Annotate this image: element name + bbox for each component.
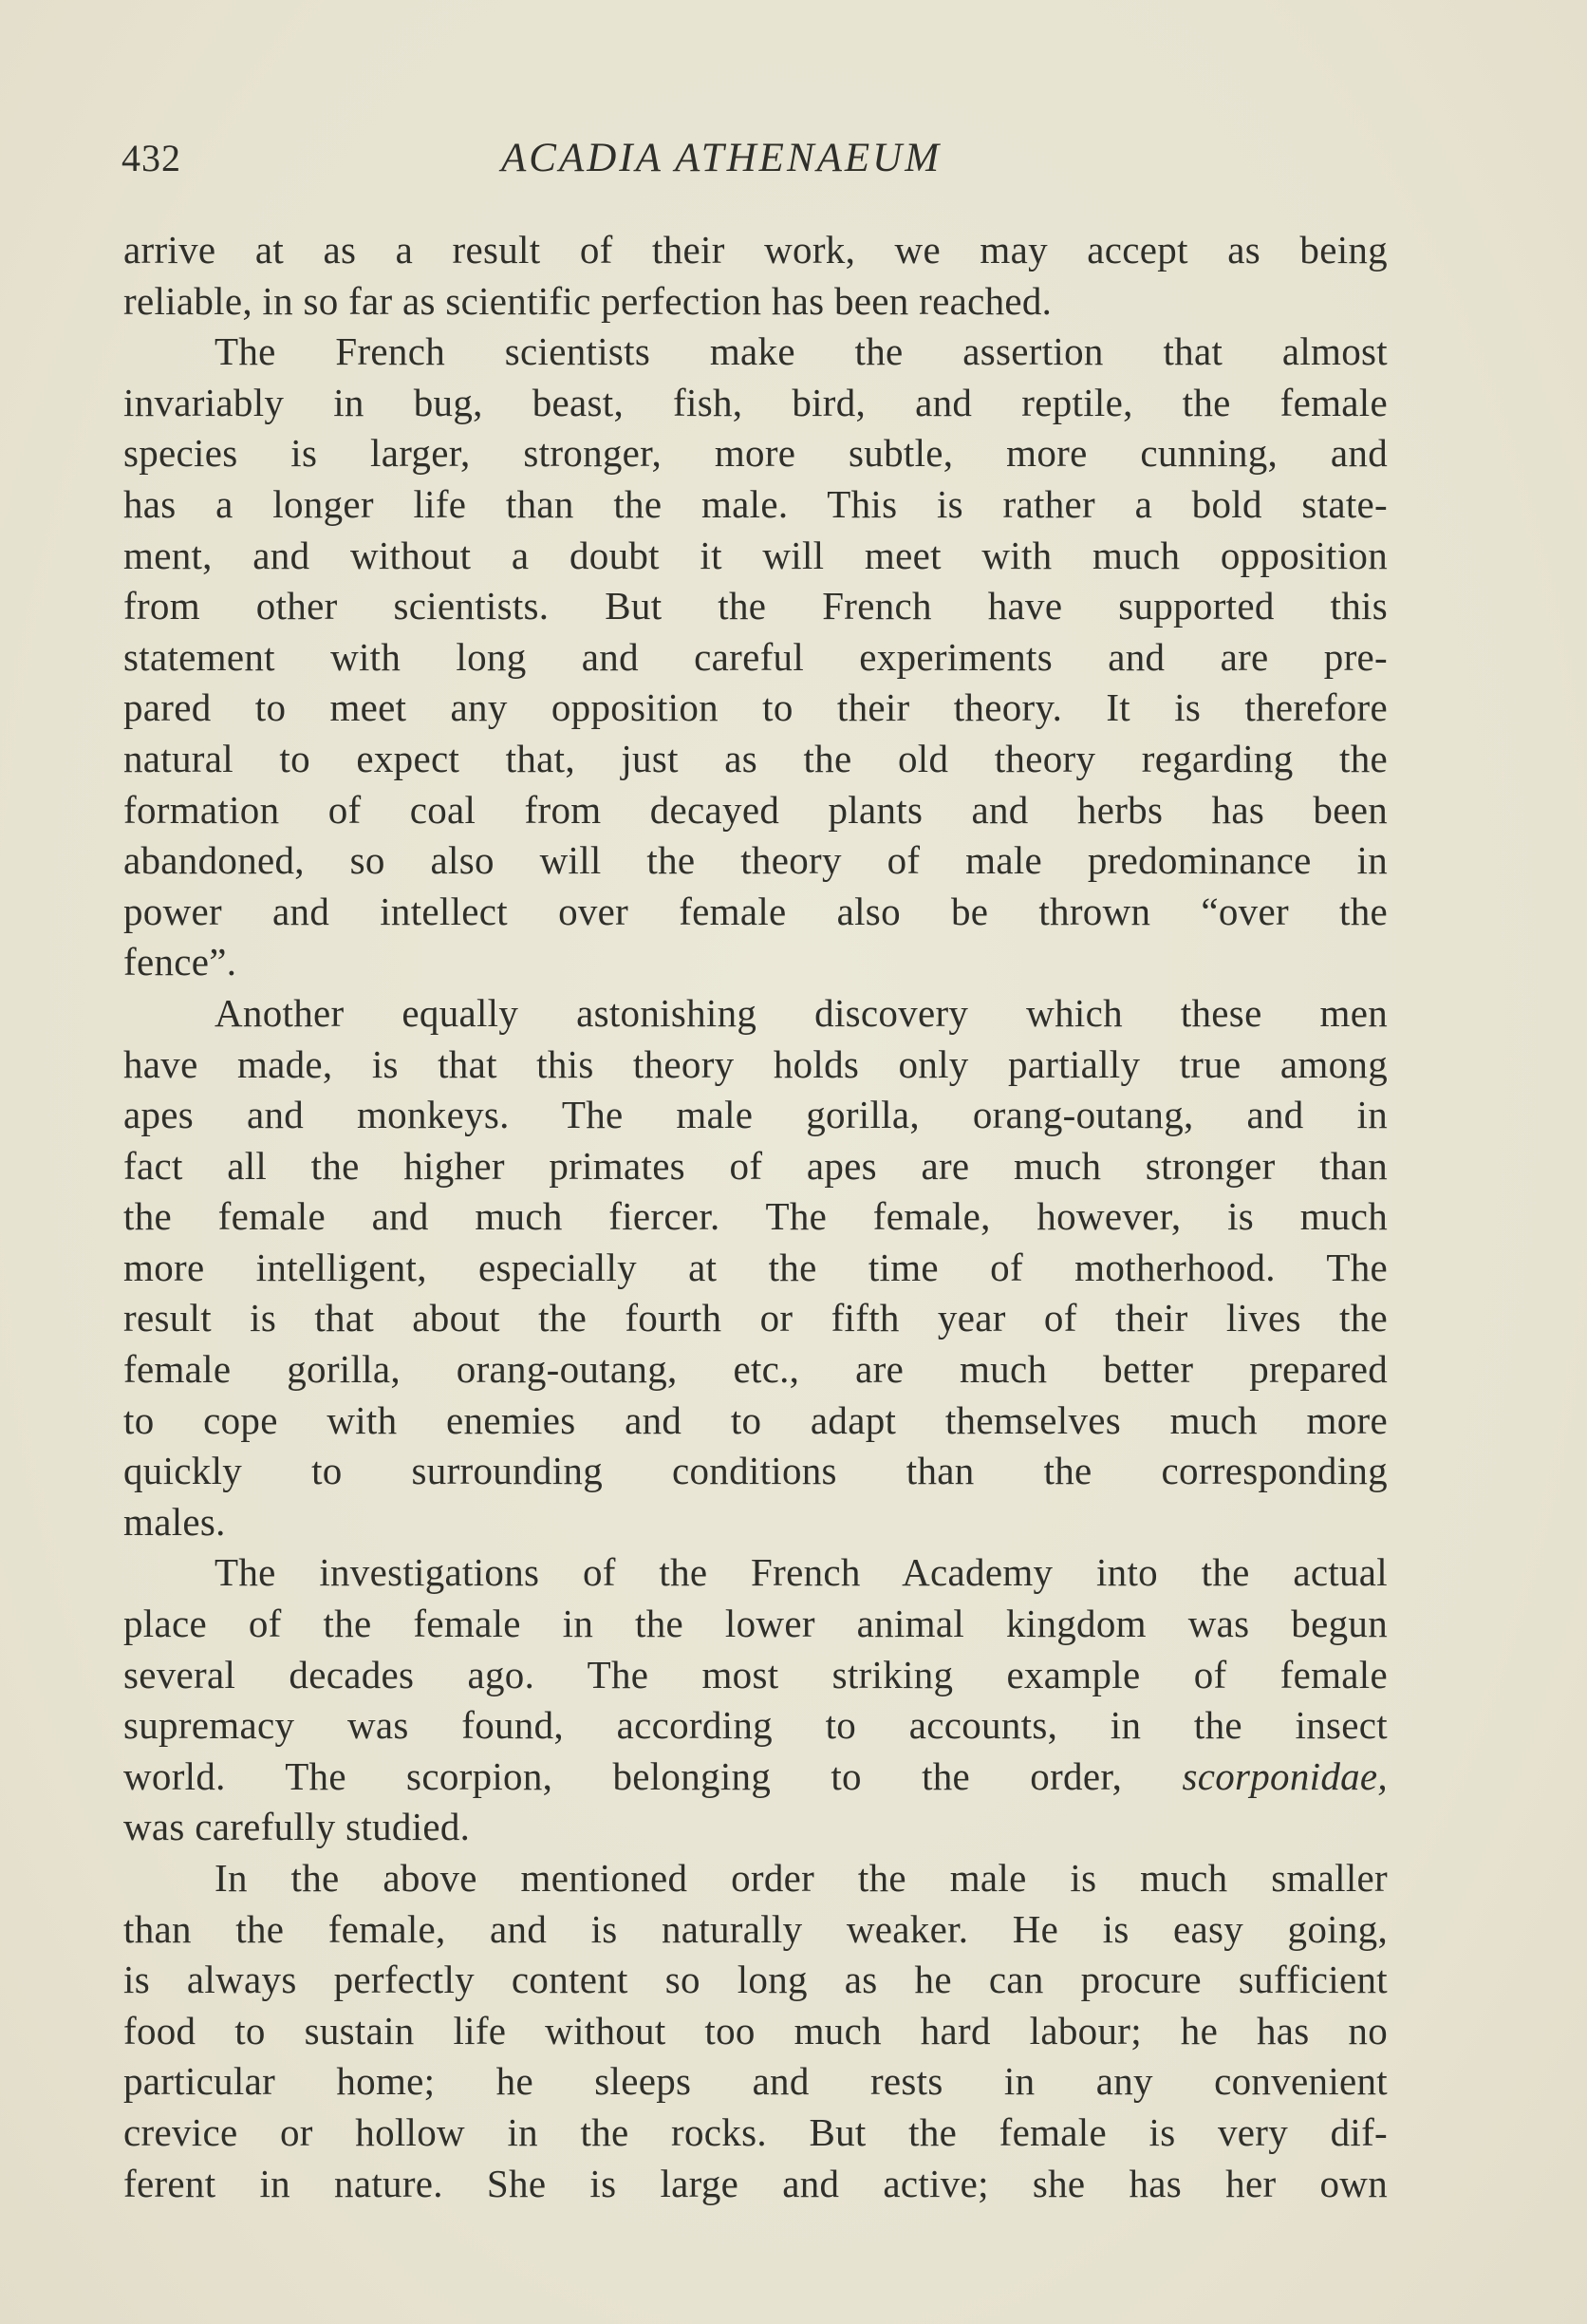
page-header (121, 125, 1389, 192)
text-line-content: has a longer life than the male. This is rather a bold state- (123, 481, 1388, 526)
text-line-content: males. (123, 1499, 226, 1544)
text-line-content: ferent in nature. She is large and active; she has her own (123, 2161, 1388, 2205)
text-line (123, 1446, 1388, 1497)
text-line-content: reliable, in so far as scientific perfection has been reached. (123, 278, 1053, 323)
text-line-content: more intelligent, especially at the time of motherhood. The (123, 1245, 1388, 1289)
text-line-content: ment, and without a doubt it will meet with much opposition (123, 533, 1388, 577)
text-line-content: have made, is that this theory holds only partially true among (123, 1041, 1388, 1086)
text-line (123, 1853, 1388, 1904)
text-line-content: fence”. (123, 940, 237, 984)
text-line (123, 581, 1388, 632)
text-line (123, 1344, 1388, 1396)
text-line (123, 531, 1388, 582)
text-line (123, 835, 1388, 887)
text-line (123, 1191, 1388, 1243)
text-line-content: apes and monkeys. The male gorilla, orang-outang, and in (123, 1093, 1388, 1137)
text-line-content: female gorilla, orang-outang, etc., are much better prepared (123, 1347, 1388, 1392)
text-line (123, 1802, 1388, 1853)
text-line (123, 785, 1388, 836)
text-line-content: pared to meet any opposition to their theory. It is therefore (123, 685, 1388, 730)
text-line-content: formation of coal from decayed plants and herbs has been (123, 787, 1388, 832)
text-line (123, 1293, 1388, 1344)
text-line-content: invariably in bug, beast, fish, bird, and reptile, the female (123, 380, 1388, 424)
text-line-content: is always perfectly content so long as he can procure sufficient (123, 1958, 1388, 2002)
text-line-content: arrive at as a result of their work, we may accept as being (123, 228, 1388, 272)
text-line (123, 937, 1388, 988)
text-line (123, 1752, 1388, 1803)
text-line-content: The investigations of the French Academy into the actual (215, 1550, 1388, 1595)
text-line-content: supremacy was found, according to accounts, in the insect (123, 1703, 1388, 1748)
text-line-content: several decades ago. The most striking example of female (123, 1652, 1388, 1696)
text-line (123, 1090, 1388, 1141)
text-line-content: statement with long and careful experiments and are pre- (123, 634, 1388, 679)
text-line-content: food to sustain life without too much hard labour; he has no (123, 2008, 1388, 2052)
text-line (123, 2056, 1388, 2108)
text-line-content: particular home; he sleeps and rests in any convenient (123, 2059, 1388, 2104)
text-line-content: to cope with enemies and to adapt themselves much more (123, 1397, 1388, 1442)
text-line (123, 1141, 1388, 1192)
text-line-content: In the above mentioned order the male is much smaller (215, 1856, 1388, 1900)
text-line (123, 327, 1388, 378)
text-line (123, 1547, 1388, 1599)
text-line-content: the female and much fiercer. The female, however, is much (123, 1194, 1388, 1239)
body-text (123, 225, 1388, 2209)
text-line (123, 276, 1388, 328)
text-line-content: world. The scorpion, belonging to the order, (123, 1753, 1183, 1798)
text-line-content: from other scientists. But the French have supported this (123, 584, 1388, 628)
text-line (123, 479, 1388, 531)
text-line (123, 988, 1388, 1040)
text-line-content: result is that about the fourth or fifth year of their lives the (123, 1296, 1388, 1340)
text-line-content: abandoned, so also will the theory of male predominance in (123, 838, 1388, 883)
text-line (123, 1599, 1388, 1650)
text-line-content: power and intellect over female also be thrown “over the (123, 889, 1388, 933)
italic-term: scorponidae, (1182, 1753, 1388, 1798)
text-line (123, 1040, 1388, 1091)
text-line (123, 225, 1388, 276)
text-line-content: species is larger, stronger, more subtle, more cunning, and (123, 431, 1388, 476)
page-number: 432 (121, 137, 181, 179)
running-head: ACADIA ATHENAEUM (501, 136, 943, 180)
text-line-content: quickly to surrounding conditions than the corresponding (123, 1449, 1388, 1493)
text-line (123, 2108, 1388, 2159)
text-line (123, 683, 1388, 734)
text-line (123, 1955, 1388, 2006)
text-line (123, 428, 1388, 479)
text-line (123, 734, 1388, 785)
text-line-content: Another equally astonishing discovery which these men (215, 990, 1388, 1035)
text-line-content: natural to expect that, just as the old theory regarding the (123, 736, 1388, 780)
text-line (123, 1904, 1388, 1956)
text-line (123, 1497, 1388, 1548)
text-line-content: fact all the higher primates of apes are much stronger than (123, 1143, 1388, 1188)
text-line (123, 887, 1388, 938)
text-line (123, 1700, 1388, 1752)
text-line-content: crevice or hollow in the rocks. But the female is very dif- (123, 2109, 1388, 2154)
text-line (123, 632, 1388, 684)
text-line-content: than the female, and is naturally weaker. He is easy going, (123, 1906, 1388, 1951)
text-line (123, 1396, 1388, 1447)
text-line (123, 1650, 1388, 1701)
text-line (123, 378, 1388, 429)
text-line-content: place of the female in the lower animal kingdom was begun (123, 1602, 1388, 1646)
text-line (123, 2006, 1388, 2057)
text-line (123, 1243, 1388, 1294)
text-line (123, 2159, 1388, 2210)
text-line-content: The French scientists make the assertion that almost (215, 329, 1388, 374)
text-line-content: was carefully studied. (123, 1805, 471, 1849)
